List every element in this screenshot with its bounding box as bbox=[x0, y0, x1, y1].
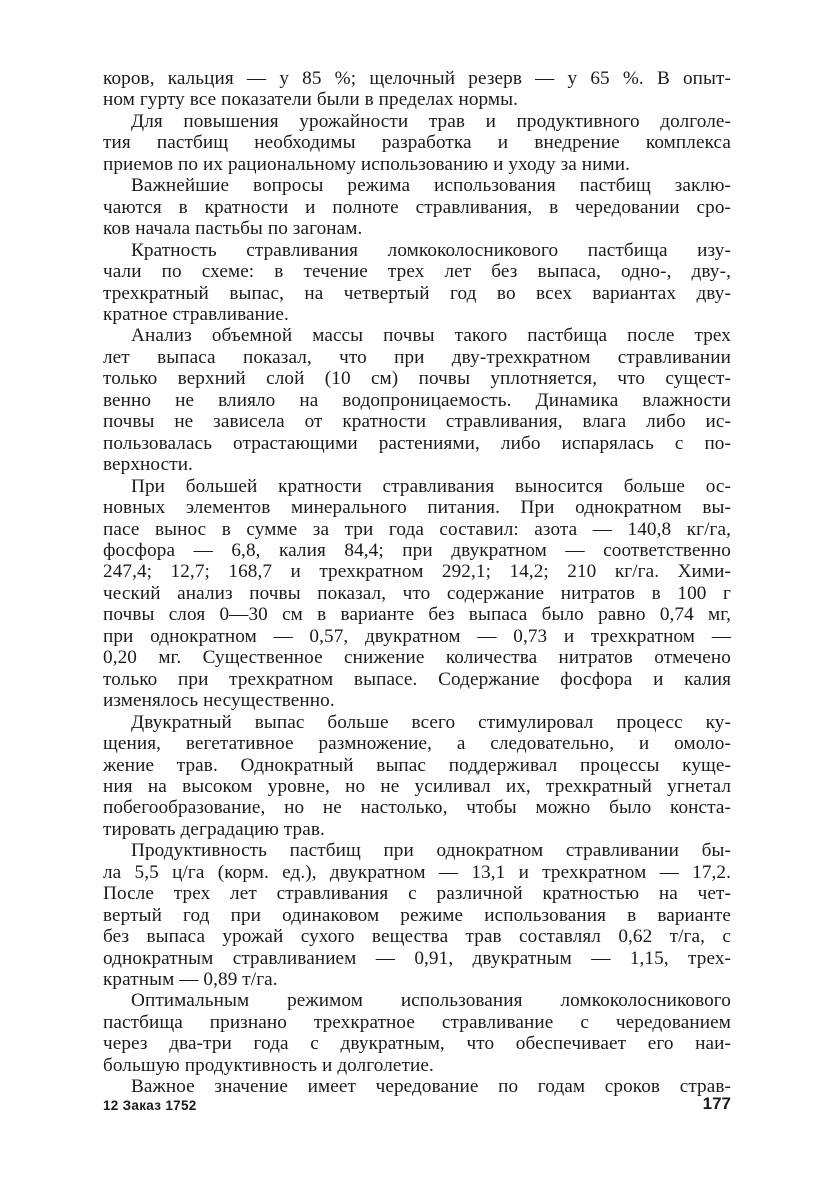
page-body bbox=[103, 68, 731, 1098]
printer-signature: 12 Заказ 1752 bbox=[103, 1098, 197, 1113]
text-line: пасе вынос в сумме за три года составил: азота — 140,8 кг/га, bbox=[103, 518, 731, 540]
text-line: венно не влияло на водопроницаемость. Динамика влажности bbox=[103, 389, 731, 411]
text-line: приемов по их рациональному использованию и уходу за ними. bbox=[103, 153, 631, 175]
text-line: ческий анализ почвы показал, что содержание нитратов в 100 г bbox=[103, 582, 731, 604]
page-number: 177 bbox=[702, 1094, 731, 1113]
paragraph-5 bbox=[103, 325, 731, 475]
text-line: через два-три года с двукратным, что обеспечивает его наи- bbox=[103, 1033, 731, 1055]
paragraph-9 bbox=[103, 990, 731, 1076]
text-line: трехкратный выпас, на четвертый год во всех вариантах дву- bbox=[103, 282, 731, 304]
paragraph-2 bbox=[103, 111, 731, 175]
text-line: 0,20 мг. Существенное снижение количества нитратов отмечено bbox=[103, 647, 731, 669]
text-line: побегообразование, но не настолько, чтобы можно было конста- bbox=[103, 797, 731, 819]
text-line: Анализ объемной массы почвы такого пастбища после трех bbox=[131, 325, 731, 347]
text-line: Кратность стравливания ломкоколосникового пастбища изу- bbox=[131, 239, 731, 261]
text-line: ла 5,5 ц/га (корм. ед.), двукратном — 13,1 и трехкратном — 17,2. bbox=[103, 861, 731, 883]
page-footer bbox=[103, 1094, 731, 1118]
text-line: только при трехкратном выпасе. Содержание фосфора и калия bbox=[103, 668, 731, 690]
text-line: коров, кальция — у 85 %; щелочный резерв — у 65 %. В опыт- bbox=[103, 68, 731, 89]
text-line: лет выпаса показал, что при дву-трехкратном стравливании bbox=[103, 346, 731, 368]
text-line: После трех лет стравливания с различной кратностью на чет- bbox=[103, 883, 731, 905]
text-line: однократным стравливанием — 0,91, двукратным — 1,15, трех- bbox=[103, 947, 731, 969]
text-line: тировать деградацию трав. bbox=[103, 818, 325, 840]
text-line: Для повышения урожайности трав и продуктивного долголе- bbox=[131, 110, 731, 132]
text-line: Продуктивность пастбищ при однократном стравливании бы- bbox=[131, 840, 731, 862]
text-line: Важнейшие вопросы режима использования пастбищ заклю- bbox=[131, 175, 731, 197]
text-line: без выпаса урожай сухого вещества трав составлял 0,62 т/га, с bbox=[103, 926, 731, 948]
text-line: Двукратный выпас больше всего стимулировал процесс ку- bbox=[131, 711, 731, 733]
text-line: пользовалась отрастающими растениями, либо испарялась с по- bbox=[103, 432, 731, 454]
text-line: верхности. bbox=[103, 454, 193, 476]
paragraph-6 bbox=[103, 476, 731, 712]
text-line: жение трав. Однократный выпас поддерживал процессы куще- bbox=[103, 754, 731, 776]
text-line: ния на высоком уровне, но не усиливал их, трехкратный угнетал bbox=[103, 775, 731, 797]
text-line: Оптимальным режимом использования ломкоколосникового bbox=[131, 990, 731, 1012]
paragraph-3 bbox=[103, 175, 731, 239]
text-line: фосфора — 6,8, калия 84,4; при двукратном — соответственно bbox=[103, 539, 731, 561]
paragraph-4 bbox=[103, 240, 731, 326]
text-line: чали по схеме: в течение трех лет без выпаса, одно-, дву-, bbox=[103, 261, 731, 283]
text-line: пастбища признано трехкратное стравливание с чередованием bbox=[103, 1011, 731, 1033]
text-line: большую продуктивность и долголетие. bbox=[103, 1054, 434, 1076]
text-line: чаются в кратности и полноте стравливания, в чередовании сро- bbox=[103, 196, 731, 218]
text-line: 247,4; 12,7; 168,7 и трехкратном 292,1; 14,2; 210 кг/га. Хими- bbox=[103, 561, 731, 583]
text-line: только верхний слой (10 см) почвы уплотняется, что сущест- bbox=[103, 368, 731, 390]
text-line: Важное значение имеет чередование по годам сроков страв- bbox=[131, 1076, 731, 1098]
text-line: почвы слоя 0—30 см в варианте без выпаса было равно 0,74 мг, bbox=[103, 604, 731, 626]
text-line: ном гурту все показатели были в пределах нормы. bbox=[103, 89, 519, 111]
text-line: новных элементов минерального питания. При однократном вы- bbox=[103, 497, 731, 519]
paragraph-1 bbox=[103, 68, 731, 111]
text-line: вертый год при одинаковом режиме использования в варианте bbox=[103, 904, 731, 926]
paragraph-8 bbox=[103, 840, 731, 990]
text-line: тия пастбищ необходимы разработка и внедрение комплекса bbox=[103, 132, 731, 154]
text-line: при однократном — 0,57, двукратном — 0,73 и трехкратном — bbox=[103, 625, 731, 647]
text-line: кратное стравливание. bbox=[103, 303, 289, 325]
text-line: изменялось несущественно. bbox=[103, 690, 335, 712]
text-line: щения, вегетативное размножение, а следовательно, и омоло- bbox=[103, 733, 731, 755]
text-line: кратным — 0,89 т/га. bbox=[103, 969, 278, 991]
text-line: При большей кратности стравливания выносится больше ос- bbox=[131, 475, 731, 497]
text-line: ков начала пастьбы по загонам. bbox=[103, 218, 363, 240]
text-line: почвы не зависела от кратности стравливания, влага либо ис- bbox=[103, 411, 731, 433]
paragraph-7 bbox=[103, 712, 731, 841]
